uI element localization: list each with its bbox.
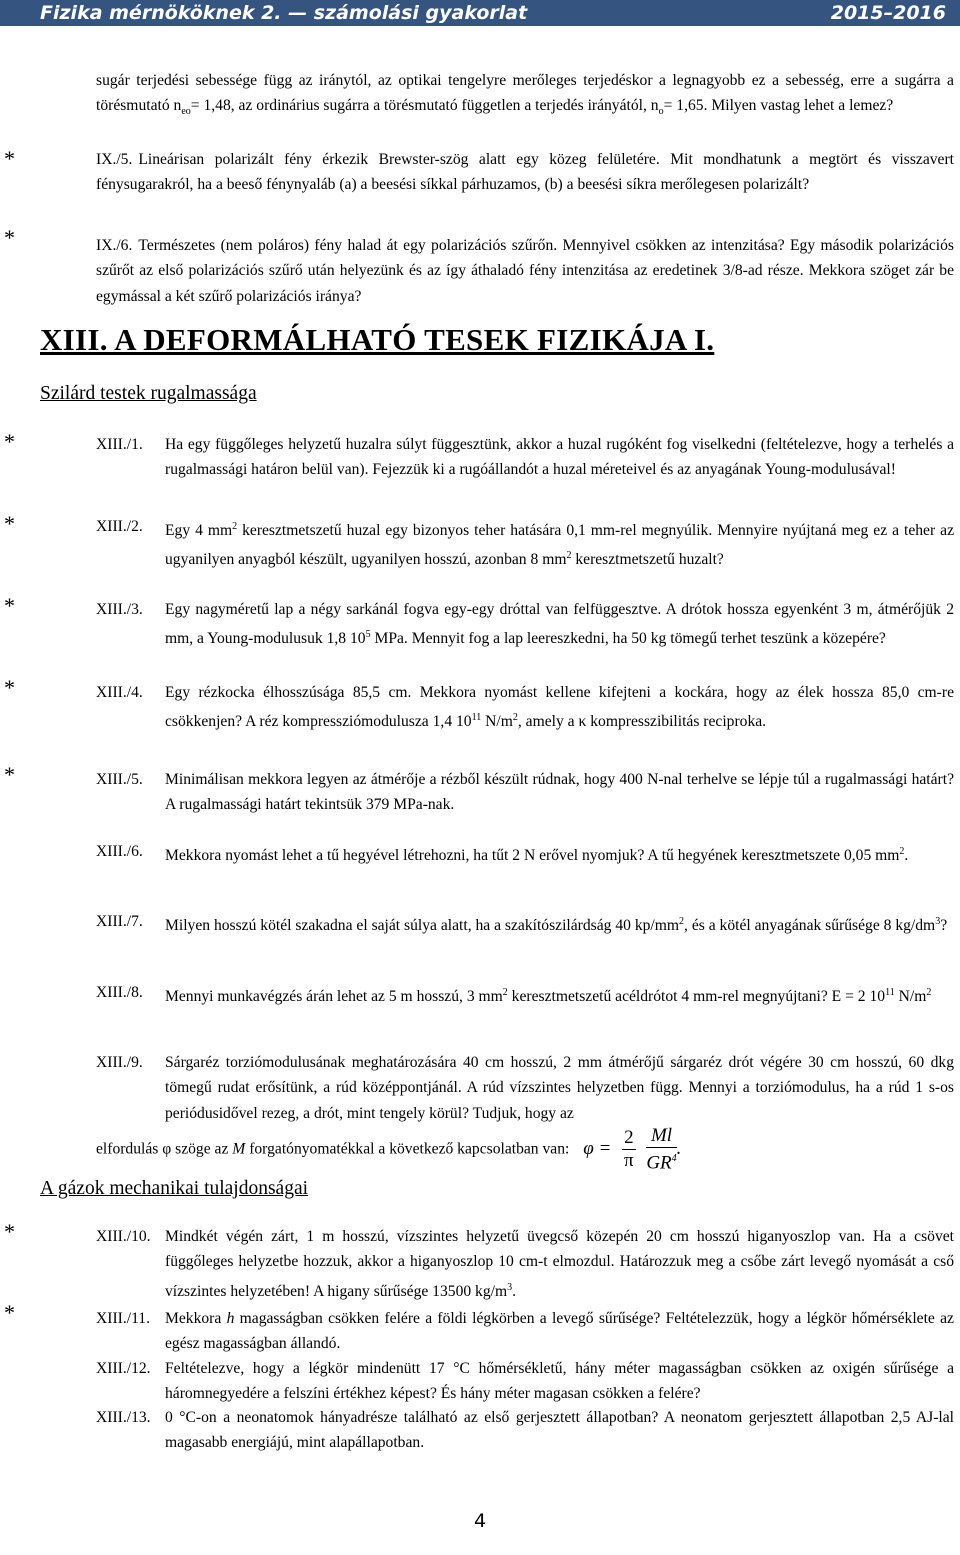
problem-xiii-8: XIII./8. Mennyi munkavégzés árán lehet az 5 m hosszú, 3 $mm^2$ keresztmetszetű acéldrótot 4 mm-rel megnyújtani? E = 2 $10^{11}$ $N/m^2$ xyxy=(96,984,932,1006)
torsion-formula: φ = $\frac{2}{\pi}$ $\frac{Ml}{GR^4}$ . xyxy=(583,1125,682,1174)
subsection-title: Szilárd testek rugalmassága xyxy=(40,383,257,404)
star-marker: * xyxy=(4,675,15,700)
problem-xiii-2: XIII./2. Egy 4 $mm^2$ keresztmetszetű huzal egy bizonyos teher hatására 0,1 mm-rel megnyúlik. Mennyire nyújtaná meg ez a teher az ugyanilyen anyagból készült, ugyanilyen hosszú, azonban 8 $mm^2$ keresztmetszetű huzalt? xyxy=(96,518,954,569)
problem-xiii-13: XIII./13. 0 °C-on a neonatomok hányadrésze található az első gerjesztett állapotban? A neonatom gerjesztett állapotban 2,5 AJ-lal magasabb energiájú, mint alapállapotban. xyxy=(96,1409,954,1452)
star-marker: * xyxy=(4,593,15,618)
star-marker: * xyxy=(4,511,15,536)
header-year: 2015–2016 xyxy=(830,2,946,24)
problem-xiii-1: XIII./1. Ha egy függőleges helyzetű huzalra súlyt függesztünk, akkor a huzal rugóként fog viselkedni (feltételezve, hogy a terhelés a rugalmassági határon belül van). Fejezzük ki a rugóállandót a huzal méreteivel és az anyagának Young-modulusával! xyxy=(96,436,954,479)
star-marker: * xyxy=(4,429,15,454)
problem-xiii-9: XIII./9. Sárgaréz torziómodulusának meghatározására 40 cm hosszú, 2 mm átmérőjű sárgaréz drót végére 30 cm hosszú, 60 dkg tömegű rudat erősítünk, a rúd középpontjánál. A rúd vízszintes helyzetben függ. Mennyi a torziómodulus, ha a rúd 1 s-os periódusidővel rezeg, a drót, mint tengely körül? Tudjuk, hogy az xyxy=(96,1054,954,1122)
problem-ix-5: IX./5. Lineárisan polarizált fény érkezik Brewster-szög alatt egy közeg felületére. Mit mondhatunk a megtört és visszavert fénysugarakról, ha a beeső fénynyaláb (a) a beesési síkkal párhuzamos, (b) a beesési síkra merőlegesen polarizált? xyxy=(96,151,954,194)
star-marker: * xyxy=(4,762,15,787)
problem-xiii-6: XIII./6. Mekkora nyomást lehet a tű hegyével létrehozni, ha tűt 2 N erővel nyomjuk? A tű hegyének keresztmetszete 0,05 $mm^2$. xyxy=(96,843,909,865)
problem-xiii-9-formula-line: elfordulás φ szöge az M forgatónyomatékkal a következő kapcsolatban van: φ = $\frac{2}{\pi}$ $\frac{Ml}{GR^4}$ . xyxy=(96,1125,682,1174)
problem-xiii-11: XIII./11. Mekkora h magasságban csökken felére a földi légkörben a levegő sűrűsége? Feltételezzük, hogy a légkör hőmérséklete az egész magasságban állandó. xyxy=(96,1310,954,1353)
page-number: 4 xyxy=(473,1510,487,1532)
problem-xiii-4: XIII./4. Egy rézkocka élhosszúsága 85,5 cm. Mekkora nyomást kellene kifejteni a kockára, hogy az élek hossza 85,0 cm-re csökkenjen? A réz kompressziómodulusza 1,4 $10^{11}$ $N/m^2$, amely a κ kompresszibilitás reciproka. xyxy=(96,684,954,731)
section-title: XIII. A DEFORMÁLHATÓ TESEK FIZIKÁJA I. xyxy=(40,322,715,357)
star-marker: * xyxy=(4,1219,15,1244)
star-marker: * xyxy=(4,225,15,250)
problem-xiii-3: XIII./3. Egy nagyméretű lap a négy sarkánál fogva egy-egy dróttal van felfüggesztve. A drótok hossza egyenként 3 m, átmérőjük 2 mm, a Young-modulusuk 1,8 $10^5$ MPa. Mennyit fog a lap leereszkedni, ha 50 kg tömegű terhet teszünk a közepére? xyxy=(96,601,954,648)
page-header xyxy=(0,0,960,26)
star-marker: * xyxy=(4,1300,15,1325)
problem-xiii-5: XIII./5. Minimálisan mekkora legyen az átmérője a rézből készült rúdnak, hogy 400 N-nal terhelve se lépje túl a rugalmassági határt? A rugalmassági határt tekintsük 379 MPa-nak. xyxy=(96,771,954,814)
star-marker: * xyxy=(4,146,15,171)
problem-xiii-7: XIII./7. Milyen hosszú kötél szakadna el saját súlya alatt, ha a szakítószilárdság 40 $kp/mm^2$, és a kötél anyagának sűrűsége 8 $kg/dm^3$? xyxy=(96,913,948,935)
problem-ix-6: IX./6. Természetes (nem poláros) fény halad át egy polarizációs szűrőn. Mennyivel csökken az intenzitása? Egy második polarizációs szűrőt az első polarizációs szűrő után helyezünk és az így áthaladó fény intenzitása az eredetinek 3/8-ad része. Mekkora szöget zár be egymással a két szűrő polarizációs iránya? xyxy=(96,237,954,305)
intro-paragraph: sugár terjedési sebessége függ az iránytól, az optikai tengelyre merőleges terjedéskor a legnagyobb ez a sebesség, erre a sugárra a törésmutató $n_{eo}= 1,48$, az ordinárius sugárra a törésmutató független a terjedés irányától, $n_o= 1,65$. Milyen vastag lehet a lemez? xyxy=(96,72,954,118)
problem-xiii-12: XIII./12. Feltételezve, hogy a légkör mindenütt 17 °C hőmérsékletű, hány méter magasságban csökken az oxigén sűrűsége a háromnegyedére a felszíni értékhez képest? És hány méter magasan csökken a felére? xyxy=(96,1360,954,1403)
subsection-title: A gázok mechanikai tulajdonságai xyxy=(40,1178,309,1199)
header-title: Fizika mérnököknek 2. — számolási gyakorlat xyxy=(40,2,528,24)
problem-xiii-10: XIII./10. Mindkét végén zárt, 1 m hosszú, vízszintes helyzetű üvegcső közepén 20 cm hosszú higanyoszlop van. Ha a csövet függőleges helyzetbe hozzuk, akkor a higanyoszlop 10 cm-t elmozdul. Határozzuk meg a csőbe zárt levegő nyomását a cső vízszintes helyzetében! A higany sűrűsége 13500 $kg/m^3$. xyxy=(96,1228,954,1300)
